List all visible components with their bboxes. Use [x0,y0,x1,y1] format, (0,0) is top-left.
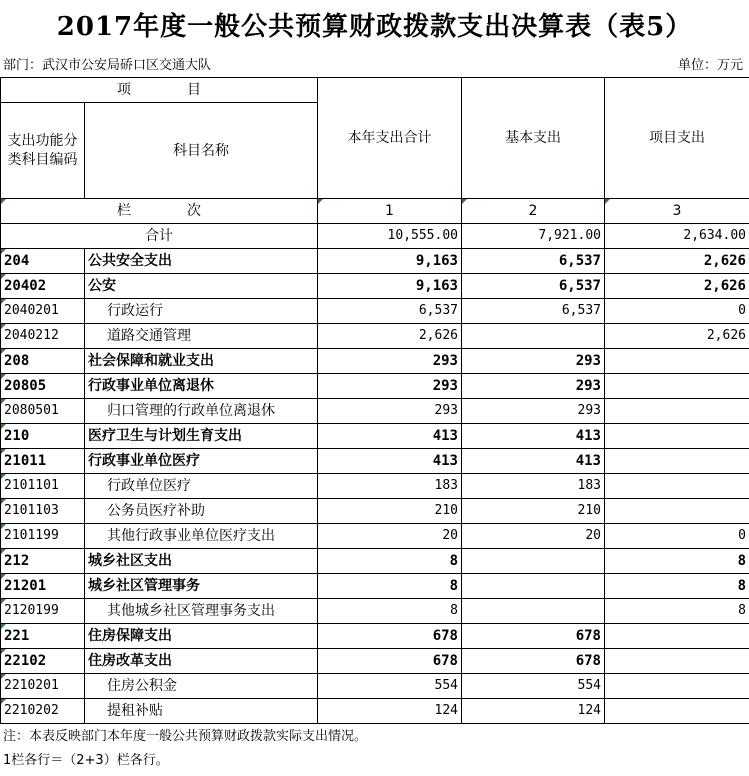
row-code: 21011 [1,449,85,474]
row-name: 行政单位医疗 [85,474,318,499]
row-name: 其他城乡社区管理事务支出 [85,599,318,624]
table-row [1,274,749,299]
row-name: 提租补贴 [85,699,318,724]
row-total: 183 [318,474,462,499]
row-basic: 6,537 [462,299,605,324]
row-code: 2040201 [1,299,85,324]
row-code: 212 [1,549,85,574]
row-basic: 210 [462,499,605,524]
row-total: 8 [318,574,462,599]
row-basic: 293 [462,349,605,374]
row-project: 0 [605,299,749,324]
table-row [1,674,749,699]
table-row [1,699,749,724]
department-label: 部门：武汉市公安局硚口区交通大队 [3,58,212,73]
table-row [1,299,749,324]
row-total: 678 [318,649,462,674]
row-name: 住房改革支出 [85,649,318,674]
total-sum: 10,555.00 [318,224,462,249]
row-name: 公务员医疗补助 [85,499,318,524]
row-total: 2,626 [318,324,462,349]
total-label: 合计 [1,224,318,249]
row-total: 413 [318,449,462,474]
row-project: 8 [605,574,749,599]
row-basic: 678 [462,624,605,649]
table-row [1,324,749,349]
row-name: 公安 [85,274,318,299]
row-total: 293 [318,374,462,399]
row-code: 2040212 [1,324,85,349]
header-lan: 栏 次 [1,199,318,224]
row-name: 城乡社区支出 [85,549,318,574]
header-total: 本年支出合计 [318,78,462,199]
row-project [605,374,749,399]
table-row [1,474,749,499]
row-project: 2,626 [605,274,749,299]
row-code: 210 [1,424,85,449]
row-basic: 293 [462,399,605,424]
row-name: 城乡社区管理事务 [85,574,318,599]
table-row [1,449,749,474]
table-row [1,424,749,449]
row-name: 其他行政事业单位医疗支出 [85,524,318,549]
row-code: 2101101 [1,474,85,499]
row-basic: 554 [462,674,605,699]
row-code: 2210202 [1,699,85,724]
row-total: 8 [318,549,462,574]
row-total: 8 [318,599,462,624]
report-title: 2017年度一般公共预算财政拨款支出决算表（表5） [56,12,693,42]
row-code: 20805 [1,374,85,399]
col-num-3: 3 [605,199,749,224]
header-item: 项 目 [1,78,318,103]
row-project: 2,626 [605,324,749,349]
row-project [605,424,749,449]
row-project: 8 [605,549,749,574]
header-project: 项目支出 [605,78,749,199]
row-name: 行政事业单位离退休 [85,374,318,399]
table-row [1,574,749,599]
row-basic: 124 [462,699,605,724]
row-code: 2101199 [1,524,85,549]
row-total: 293 [318,399,462,424]
row-total: 124 [318,699,462,724]
row-project [605,624,749,649]
row-basic: 6,537 [462,249,605,274]
row-name: 社会保障和就业支出 [85,349,318,374]
row-project [605,699,749,724]
row-basic [462,549,605,574]
row-total: 9,163 [318,274,462,299]
row-basic: 6,537 [462,274,605,299]
row-name: 公共安全支出 [85,249,318,274]
col-num-1: 1 [318,199,462,224]
note-line-1: 注：本表反映部门本年度一般公共预算财政拨款实际支出情况。 [3,729,368,744]
row-basic [462,574,605,599]
row-code: 208 [1,349,85,374]
expenditure-table [0,77,749,724]
row-project [605,449,749,474]
row-total: 20 [318,524,462,549]
row-code: 2210201 [1,674,85,699]
row-total: 6,537 [318,299,462,324]
table-row [1,349,749,374]
row-basic: 183 [462,474,605,499]
header-basic: 基本支出 [462,78,605,199]
table-row [1,374,749,399]
row-project [605,474,749,499]
row-name: 行政运行 [85,299,318,324]
row-project [605,399,749,424]
header-name: 科目名称 [85,103,318,199]
row-basic [462,324,605,349]
row-project: 8 [605,599,749,624]
unit-label: 单位：万元 [677,58,743,73]
row-total: 210 [318,499,462,524]
row-code: 21201 [1,574,85,599]
row-total: 554 [318,674,462,699]
row-code: 204 [1,249,85,274]
row-project [605,499,749,524]
col-num-2: 2 [462,199,605,224]
row-basic: 20 [462,524,605,549]
row-project [605,674,749,699]
row-basic: 678 [462,649,605,674]
note-line-2: 1栏各行＝（2+3）栏各行。 [3,753,169,768]
row-total: 293 [318,349,462,374]
row-project [605,649,749,674]
row-basic: 293 [462,374,605,399]
row-project [605,349,749,374]
row-project: 0 [605,524,749,549]
row-total: 9,163 [318,249,462,274]
row-total: 413 [318,424,462,449]
row-name: 医疗卫生与计划生育支出 [85,424,318,449]
row-basic [462,599,605,624]
row-code: 2120199 [1,599,85,624]
table-row [1,549,749,574]
row-basic: 413 [462,424,605,449]
row-name: 道路交通管理 [85,324,318,349]
row-name: 行政事业单位医疗 [85,449,318,474]
table-row [1,599,749,624]
row-code: 20402 [1,274,85,299]
header-code: 支出功能分类科目编码 [1,103,85,199]
row-code: 22102 [1,649,85,674]
row-name: 归口管理的行政单位离退休 [85,399,318,424]
row-name: 住房保障支出 [85,624,318,649]
table-row [1,499,749,524]
row-name: 住房公积金 [85,674,318,699]
row-project: 2,626 [605,249,749,274]
table-row [1,399,749,424]
total-project: 2,634.00 [605,224,749,249]
table-row [1,524,749,549]
row-total: 678 [318,624,462,649]
total-basic: 7,921.00 [462,224,605,249]
table-row [1,649,749,674]
row-basic: 413 [462,449,605,474]
row-code: 2080501 [1,399,85,424]
row-code: 2101103 [1,499,85,524]
row-code: 221 [1,624,85,649]
table-row [1,624,749,649]
table-row [1,249,749,274]
